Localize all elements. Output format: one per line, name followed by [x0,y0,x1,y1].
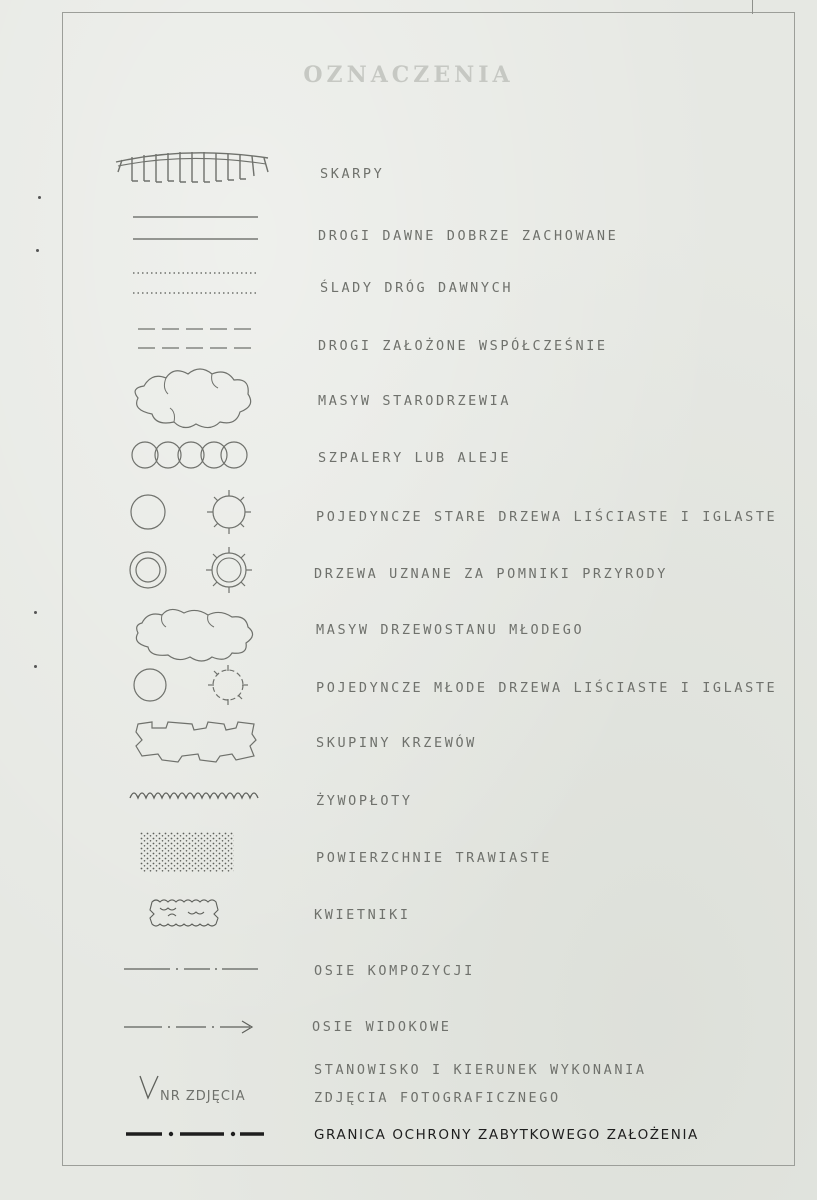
double-dashed-line-symbol [138,324,262,354]
young-tree-symbol [130,664,256,706]
legend-label: OSIE WIDOKOWE [312,1019,452,1035]
punch-hole [34,665,37,668]
hedge-symbol [128,786,262,808]
escarpment-symbol [108,140,278,190]
punch-hole [38,196,41,199]
legend-label: GRANICA OCHRONY ZABYTKOWEGO ZAŁOŻENIA [314,1127,699,1143]
legend-label: SKUPINY KRZEWÓW [316,735,477,751]
frame-tick [752,0,753,14]
punch-hole [34,611,37,614]
legend-label: ŻYWOPŁOTY [316,793,413,809]
double-circle-tree-symbol [126,545,258,595]
double-dotted-line-symbol [133,268,261,298]
legend-label: SZPALERY LUB ALEJE [318,450,512,466]
punch-hole [36,249,39,252]
photo-point-symbol [138,1074,162,1102]
page-title: OZNACZENIA [303,62,514,88]
shrub-group-symbol [132,716,260,766]
legend-label: POWIERZCHNIE TRAWIASTE [316,850,553,866]
boundary-line-symbol [126,1128,266,1140]
legend-label: POJEDYNCZE MŁODE DRZEWA LIŚCIASTE I IGLASTE [316,680,778,696]
cloud-mass-symbol [126,364,256,434]
legend-label: MASYW STARODRZEWIA [318,393,512,409]
legend-label: MASYW DRZEWOSTANU MŁODEGO [316,622,585,638]
double-solid-line-symbol [133,212,261,244]
young-cloud-mass-symbol [128,605,260,667]
legend-label: ZDJĘCIA FOTOGRAFICZNEGO [314,1090,561,1106]
legend-label: DROGI ZAŁOŻONE WSPÓŁCZEŚNIE [318,338,608,354]
legend-label: DRZEWA UZNANE ZA POMNIKI PRZYRODY [314,566,669,582]
circle-row-symbol [130,438,252,472]
dash-dot-line-symbol [124,962,260,976]
stippled-area-symbol [140,832,236,874]
legend-label: POJEDYNCZE STARE DRZEWA LIŚCIASTE I IGLASTE [316,509,778,525]
flowerbed-symbol [148,896,232,926]
legend-label: SKARPY [320,166,385,182]
legend-label: DROGI DAWNE DOBRZE ZACHOWANE [318,228,619,244]
legend-label: ŚLADY DRÓG DAWNYCH [320,280,514,296]
dash-dot-arrow-symbol [124,1018,258,1036]
photo-number-caption: NR ZDJĘCIA [160,1089,246,1104]
legend-label: KWIETNIKI [314,907,411,923]
legend-label: STANOWISKO I KIERUNEK WYKONANIA [314,1062,647,1078]
single-tree-symbol [128,488,258,536]
legend-label: OSIE KOMPOZYCJI [314,963,475,979]
